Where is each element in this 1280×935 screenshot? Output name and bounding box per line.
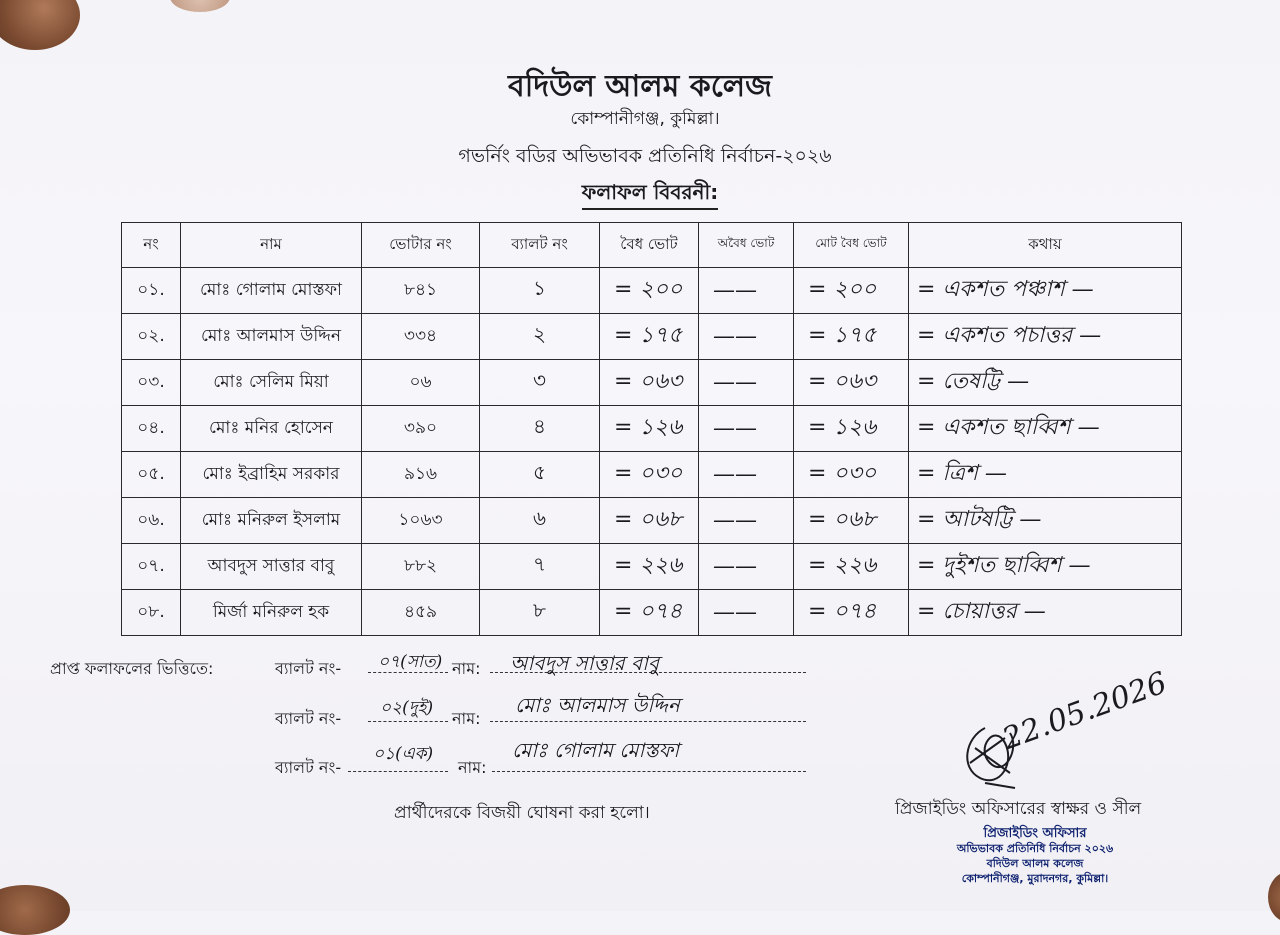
total-valid-votes: = ০৬৩ [794,360,909,406]
winners-intro: প্রাপ্ত ফলাফলের ভিত্তিতে: [50,659,214,678]
col-header-in-words: কথায় [909,223,1182,268]
votes-in-words: = ত্রিশ — [909,452,1182,498]
seal-line: প্রিজাইডিং অফিসার [983,826,1087,841]
ballot-number: ৭ [480,544,600,590]
candidate-name: মোঃ আলমাস উদ্দিন [181,314,362,360]
voter-number: ৮৪১ [362,268,480,314]
invalid-votes: —— [699,314,794,360]
seal-line: কোম্পানীগঞ্জ, মুরাদনগর, কুমিল্লা। [961,872,1109,885]
valid-votes: = ০৭৪ [600,590,699,636]
valid-votes: = ১২৬ [600,406,699,452]
invalid-votes: —— [699,544,794,590]
winner-ballot: ০২(দুই) [380,698,434,718]
table-row [122,452,1182,498]
row-number: ০৮. [122,590,181,636]
winner-name: মোঃ আলমাস উদ্দিন [515,693,680,717]
election-title: গভর্নিং বডির অভিভাবক প্রতিনিধি নির্বাচন-২০২৬ [458,145,832,167]
total-valid-votes: = ২২৬ [794,544,909,590]
row-number: ০৪. [122,406,181,452]
valid-votes: = ১৭৫ [600,314,699,360]
official-seal [940,826,1130,886]
row-number: ০২. [122,314,181,360]
invalid-votes: —— [699,406,794,452]
name-label: নাম: [458,758,487,777]
winner-name: আবদুস সাত্তার বাবু [510,651,660,675]
ballot-label: ব্যালট নং- [275,758,342,777]
col-header-voter-no: ভোটার নং [362,223,480,268]
candidate-name: মোঃ মনির হোসেন [181,406,362,452]
voter-number: ৮৮২ [362,544,480,590]
results-table [121,222,1182,636]
signature-label: প্রিজাইডিং অফিসারের স্বাক্ষর ও সীল [895,799,1142,819]
candidate-name: মির্জা মনিরুল হক [181,590,362,636]
ballot-number: ৩ [480,360,600,406]
table-row [122,590,1182,636]
dotted-line [348,770,448,772]
ballot-number: ১ [480,268,600,314]
col-header-ballot-no: ব্যালট নং [480,223,600,268]
finger-photo-edge [170,0,230,12]
total-valid-votes: = ০৬৮ [794,498,909,544]
seal-line: বদিউল আলম কলেজ [986,857,1084,870]
name-label: নাম: [452,709,481,728]
total-valid-votes: = ২০০ [794,268,909,314]
winner-name: মোঃ গোলাম মোস্তফা [512,738,680,762]
winner-declaration: প্রার্থীদেরকে বিজয়ী ঘোষনা করা হলো। [394,803,650,823]
voter-number: ৩৯০ [362,406,480,452]
table-row [122,268,1182,314]
result-heading: ফলাফল বিবরনী: [0,178,1280,211]
signature-date: 22.05.2026 [998,665,1172,757]
college-location: কোম্পানীগঞ্জ, কুমিল্লা। [570,109,720,129]
valid-votes: = ২২৬ [600,544,699,590]
col-header-no: নং [122,223,181,268]
finger-photo-edge [0,0,80,50]
voter-number: ৪৫৯ [362,590,480,636]
winner-ballot: ০৭(সাত) [378,652,443,672]
ballot-number: ৮ [480,590,600,636]
table-row [122,360,1182,406]
ballot-number: ২ [480,314,600,360]
candidate-name: মোঃ গোলাম মোস্তফা [181,268,362,314]
col-header-invalid-votes: অবৈধ ভোট [699,223,794,268]
ballot-number: ৬ [480,498,600,544]
total-valid-votes: = ০৭৪ [794,590,909,636]
candidate-name: আবদুস সাত্তার বাবু [181,544,362,590]
col-header-total-valid: মোট বৈধ ভোট [794,223,909,268]
table-row [122,544,1182,590]
row-number: ০১. [122,268,181,314]
total-valid-votes: = ০৩০ [794,452,909,498]
college-name: বদিউল আলম কলেজ [508,69,772,104]
finger-photo-edge [1268,872,1280,922]
votes-in-words: = চোয়াত্তর — [909,590,1182,636]
table-row [122,498,1182,544]
votes-in-words: = আটষট্টি — [909,498,1182,544]
table-row [122,406,1182,452]
candidate-name: মোঃ ইব্রাহিম সরকার [181,452,362,498]
voter-number: ১০৬৩ [362,498,480,544]
ballot-number: ৪ [480,406,600,452]
valid-votes: = ০৬৩ [600,360,699,406]
votes-in-words: = একশত ছাব্বিশ — [909,406,1182,452]
ballot-label: ব্যালট নং- [275,659,342,678]
voter-number: ৩৩৪ [362,314,480,360]
valid-votes: = ২০০ [600,268,699,314]
valid-votes: = ০৩০ [600,452,699,498]
votes-in-words: = তেষট্টি — [909,360,1182,406]
name-label: নাম: [452,659,481,678]
invalid-votes: —— [699,360,794,406]
table-row [122,314,1182,360]
votes-in-words: = একশত পঞ্চাশ — [909,268,1182,314]
dotted-line [492,770,806,772]
candidate-name: মোঃ মনিরুল ইসলাম [181,498,362,544]
invalid-votes: —— [699,590,794,636]
voter-number: ০৬ [362,360,480,406]
invalid-votes: —— [699,452,794,498]
ballot-number: ৫ [480,452,600,498]
row-number: ০৭. [122,544,181,590]
seal-line: অভিভাবক প্রতিনিধি নির্বাচন ২০২৬ [956,842,1114,855]
votes-in-words: = একশত পচাত্তর — [909,314,1182,360]
votes-in-words: = দুইশত ছাব্বিশ — [909,544,1182,590]
finger-photo-edge [0,885,70,935]
invalid-votes: —— [699,268,794,314]
row-number: ০৩. [122,360,181,406]
winner-ballot: ০১(এক) [373,744,434,764]
row-number: ০৬. [122,498,181,544]
total-valid-votes: = ১২৬ [794,406,909,452]
total-valid-votes: = ১৭৫ [794,314,909,360]
valid-votes: = ০৬৮ [600,498,699,544]
col-header-valid-votes: বৈধ ভোট [600,223,699,268]
ballot-label: ব্যালট নং- [275,709,342,728]
candidate-name: মোঃ সেলিম মিয়া [181,360,362,406]
invalid-votes: —— [699,498,794,544]
row-number: ০৫. [122,452,181,498]
table-header-row [122,223,1182,268]
col-header-name: নাম [181,223,362,268]
voter-number: ৯১৬ [362,452,480,498]
